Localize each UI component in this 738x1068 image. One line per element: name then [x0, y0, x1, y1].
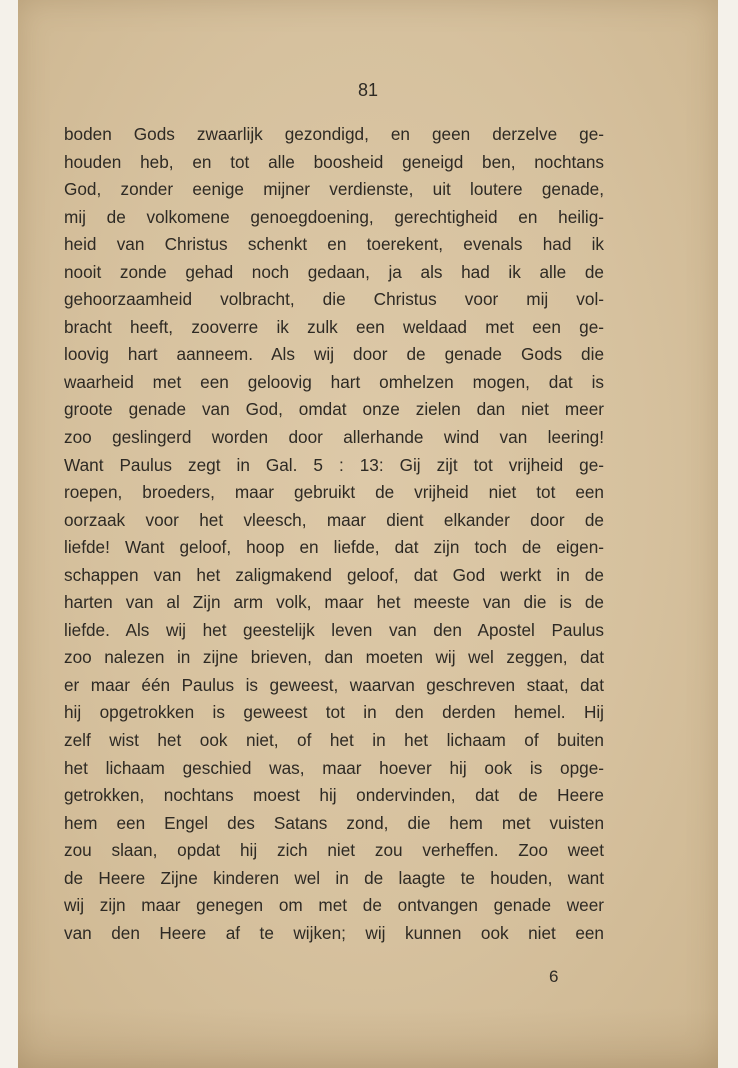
text-line: loovig hart aanneem. Als wij door de genade Gods die	[64, 344, 604, 365]
text-line: liefde. Als wij het geestelijk leven van den Apostel Paulus	[64, 619, 604, 640]
text-line: hem een Engel des Satans zond, die hem met vuisten	[64, 812, 604, 833]
text-line: God, zonder eenige mijner verdienste, uit loutere genade,	[64, 179, 604, 200]
text-line: heid van Christus schenkt en toerekent, evenals had ik	[64, 234, 604, 255]
text-line: zelf wist het ook niet, of het in het lichaam of buiten	[64, 730, 604, 751]
text-line: mij de volkomene genoegdoening, gerechtigheid en heilig-	[64, 206, 604, 227]
text-line: de Heere Zijne kinderen wel in de laagte te houden, want	[64, 867, 604, 888]
text-line: groote genade van God, omdat onze zielen dan niet meer	[64, 399, 604, 420]
text-line: houden heb, en tot alle boosheid geneigd ben, nochtans	[64, 151, 604, 172]
text-line: het lichaam geschied was, maar hoever hij ook is opge-	[64, 757, 604, 778]
text-line: zoo geslingerd worden door allerhande wind van leering!	[64, 427, 604, 448]
text-line: waarheid met een geloovig hart omhelzen mogen, dat is	[64, 371, 604, 392]
book-page	[18, 0, 718, 1068]
text-line: bracht heeft, zooverre ik zulk een weldaad met een ge-	[64, 316, 604, 337]
text-line: zoo nalezen in zijne brieven, dan moeten wij wel zeggen, dat	[64, 647, 604, 668]
text-line: er maar één Paulus is geweest, waarvan geschreven staat, dat	[64, 674, 604, 695]
text-line: liefde! Want geloof, hoop en liefde, dat zijn toch de eigen-	[64, 537, 604, 558]
text-line: hij opgetrokken is geweest tot in den derden hemel. Hij	[64, 702, 604, 723]
text-line: zou slaan, opdat hij zich niet zou verheffen. Zoo weet	[64, 840, 604, 861]
text-line: van den Heere af te wijken; wij kunnen ook niet een	[64, 922, 604, 943]
text-line: gehoorzaamheid volbracht, die Christus voor mij vol-	[64, 289, 604, 310]
text-line: boden Gods zwaarlijk gezondigd, en geen derzelve ge-	[64, 124, 604, 144]
body-text	[64, 121, 604, 947]
text-line: roepen, broeders, maar gebruikt de vrijheid niet tot een	[64, 482, 604, 503]
text-line: wij zijn maar genegen om met de ontvangen genade weer	[64, 895, 604, 916]
text-line: Want Paulus zegt in Gal. 5 : 13: Gij zijt tot vrijheid ge-	[64, 454, 604, 475]
signature-mark: 6	[549, 967, 559, 986]
text-line: getrokken, nochtans moest hij ondervinden, dat de Heere	[64, 785, 604, 806]
text-line: harten van al Zijn arm volk, maar het meeste van die is de	[64, 592, 604, 613]
text-line: nooit zonde gehad noch gedaan, ja als had ik alle de	[64, 261, 604, 282]
page-number: 81	[357, 80, 379, 100]
text-line: schappen van het zaligmakend geloof, dat God werkt in de	[64, 564, 604, 585]
text-line: oorzaak voor het vleesch, maar dient elkander door de	[64, 509, 604, 530]
